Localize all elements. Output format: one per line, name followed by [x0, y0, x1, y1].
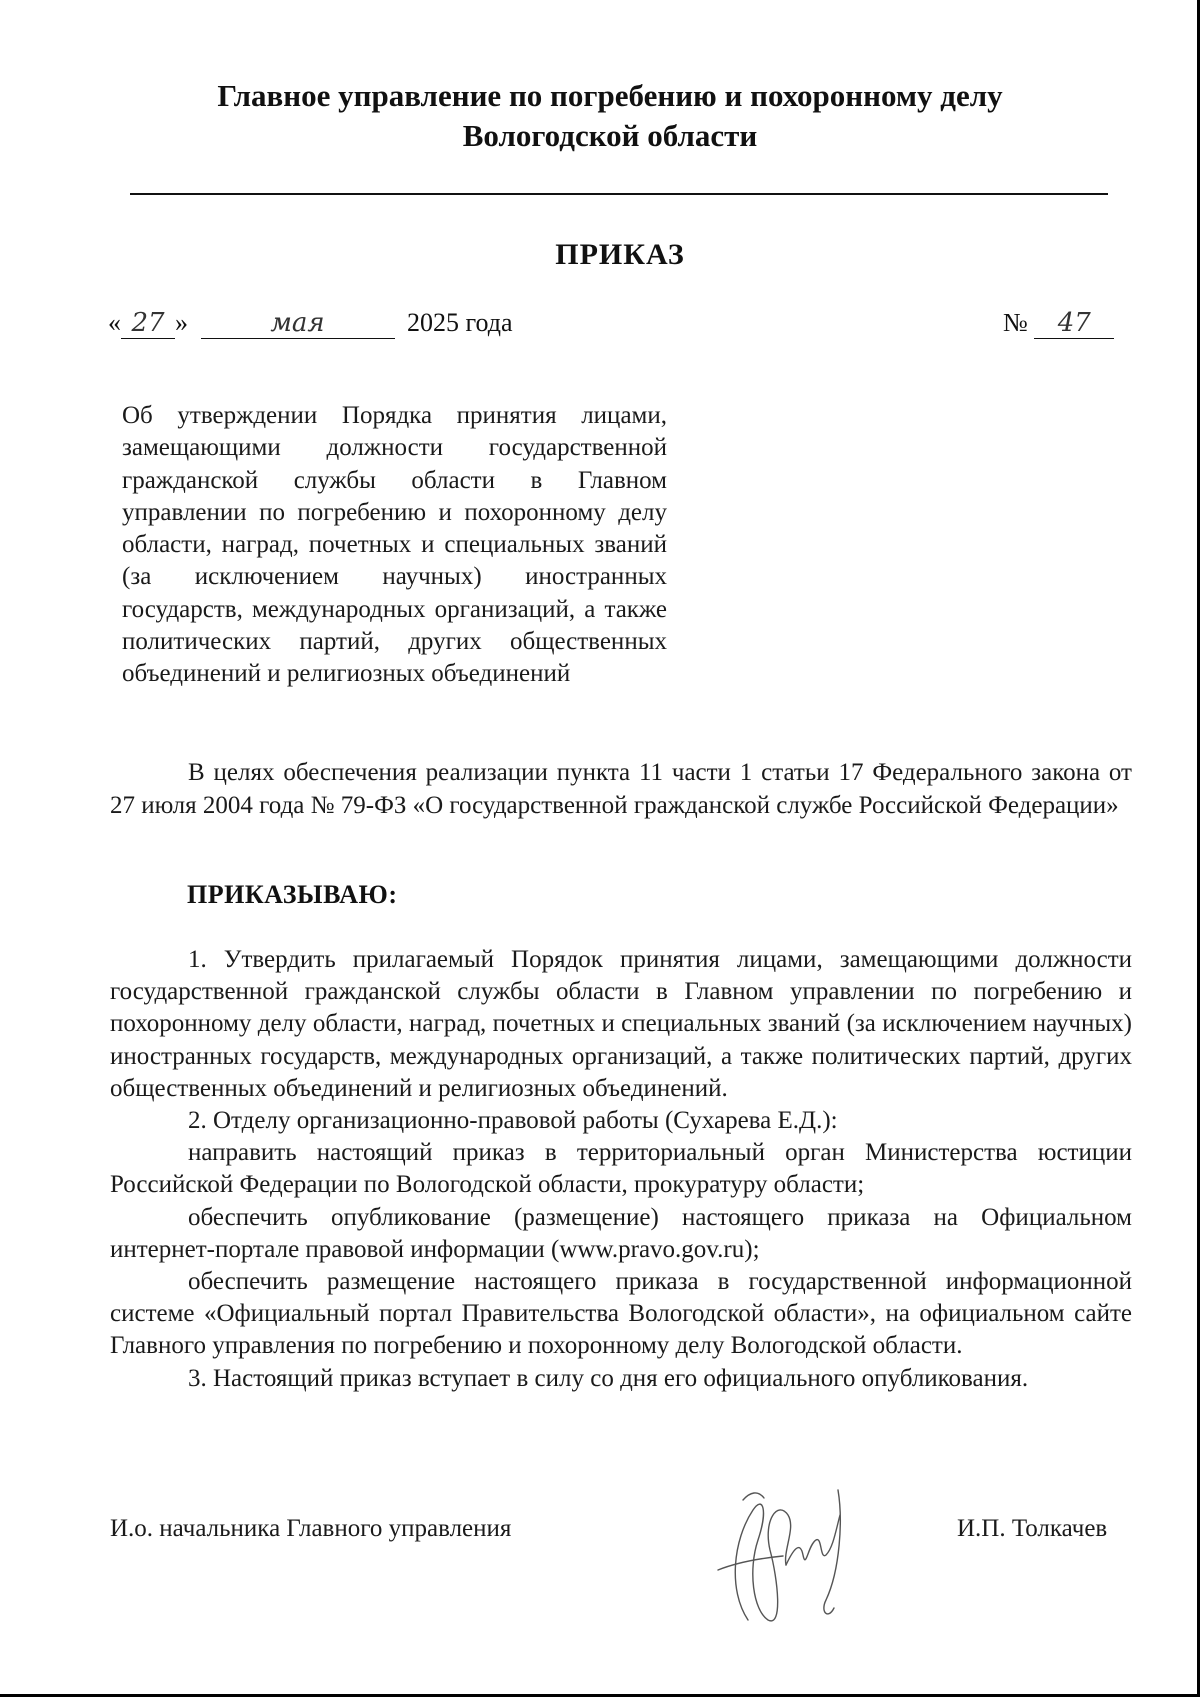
date-day: 27 — [121, 308, 175, 339]
order-date — [108, 308, 513, 339]
number-value: 47 — [1034, 308, 1114, 339]
header-divider — [130, 193, 1108, 195]
number-prefix: № — [1003, 308, 1028, 337]
organization-name-line2: Вологодской области — [462, 118, 758, 153]
paragraph-3: 3. Настоящий приказ вступает в силу со дня его официального опубликования. — [188, 1364, 1029, 1392]
date-open-quote: « — [108, 308, 121, 337]
signer-position: И.о. начальника Главного управления — [110, 1515, 512, 1542]
date-close-quote: » — [175, 308, 188, 337]
date-month: мая — [201, 308, 395, 339]
order-directive-heading: ПРИКАЗЫВАЮ: — [187, 880, 398, 909]
document-title: ПРИКАЗ — [555, 238, 685, 271]
paragraph-2a: направить настоящий приказ в территориальный орган Министерства юстиции Российской Федерации по Вологодской области, прокуратуру области; — [110, 1139, 1132, 1199]
paragraph-2b: обеспечить опубликование (размещение) настоящего приказа на Официальном интернет-портале правовой информации (www.pravo.gov.ru); — [110, 1203, 1132, 1263]
preamble-text: В целях обеспечения реализации пункта 11 части 1 статьи 17 Федерального закона от 27 июля 2004 года № 79-ФЗ «О государственной гражданской службе Российской Федерации» — [110, 759, 1132, 819]
signer-name: И.П. Толкачев — [957, 1515, 1108, 1542]
order-body — [110, 944, 1132, 1395]
paragraph-1: 1. Утвердить прилагаемый Порядок принятия лицами, замещающими должности государственной гражданской службы области в Главном управлении по погребению и похоронному делу области, наград, почетных и специальных званий (за исключением научных) иностранных государств, международных организаций, а также политических партий, других общественных объединений и религиозных объединений. — [110, 946, 1132, 1102]
date-year: 2025 года — [407, 308, 513, 337]
order-number — [1003, 308, 1114, 339]
organization-name-line1: Главное управление по погребению и похоронному делу — [217, 78, 1003, 113]
paragraph-2c: обеспечить размещение настоящего приказа в государственной информационной системе «Официальный портал Правительства Вологодской области», на официальном сайте Главного управления по погребению и похоронному делу Вологодской области. — [110, 1268, 1132, 1360]
handwritten-signature — [708, 1470, 858, 1630]
order-subject: Об утверждении Порядка принятия лицами, замещающими должности государственной гражданской службы области в Главном управлении по погребению и похоронному делу области, наград, почетных и специальных званий (за исключением научных) иностранных государств, международных организаций, а также политических партий, других общественных объединений и религиозных объединений — [122, 402, 667, 688]
paragraph-2: 2. Отделу организационно-правовой работы (Сухарева Е.Д.): — [188, 1107, 838, 1135]
organization-header — [110, 76, 1110, 156]
